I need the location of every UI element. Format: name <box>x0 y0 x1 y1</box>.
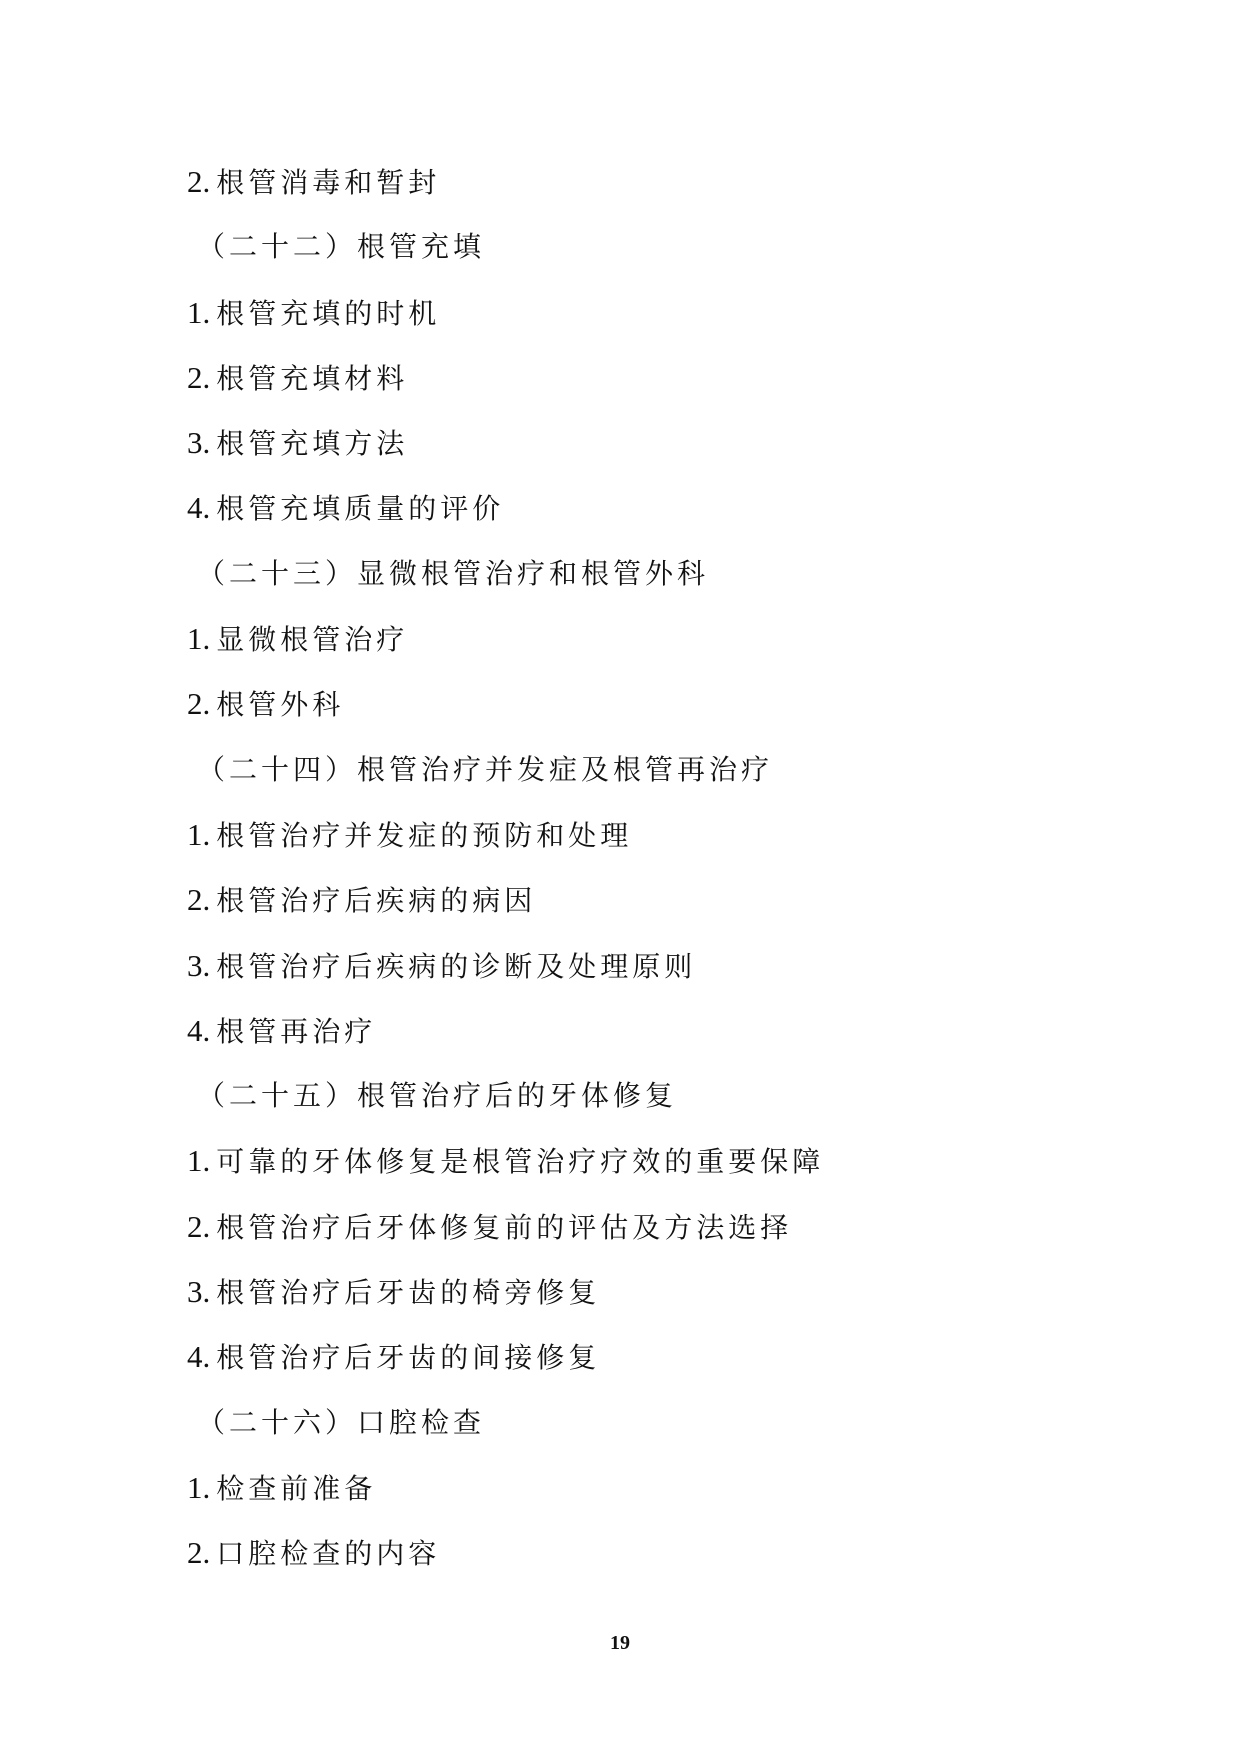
item-text: 显微根管治疗 <box>216 623 409 657</box>
outline-item <box>187 1268 1087 1333</box>
item-number: 1. <box>187 621 211 657</box>
item-text: 根管治疗并发症的预防和处理 <box>216 818 633 852</box>
section-heading <box>187 550 1087 615</box>
item-number: 4. <box>187 490 211 526</box>
item-number: 2. <box>187 1535 211 1571</box>
outline-item <box>187 876 1087 941</box>
item-text: 可靠的牙体修复是根管治疗疗效的重要保障 <box>216 1145 825 1179</box>
outline-item <box>187 1137 1087 1202</box>
outline-item <box>187 942 1087 1007</box>
outline-item <box>187 354 1087 419</box>
item-text: 根管治疗后牙齿的椅旁修复 <box>216 1276 601 1310</box>
item-text: 根管外科 <box>216 688 345 722</box>
item-number: 2. <box>187 686 211 722</box>
outline-item <box>187 1203 1087 1268</box>
item-number: 3. <box>187 1274 211 1310</box>
heading-text: （二十三）显微根管治疗和根管外科 <box>197 556 710 590</box>
heading-text: （二十二）根管充填 <box>197 230 486 264</box>
section-heading <box>187 1399 1087 1464</box>
item-number: 2. <box>187 1208 211 1244</box>
heading-text: （二十四）根管治疗并发症及根管再治疗 <box>197 752 774 786</box>
outline-item <box>187 1333 1087 1398</box>
item-number: 3. <box>187 947 211 983</box>
outline-item <box>187 615 1087 680</box>
section-heading <box>187 1072 1087 1137</box>
item-text: 检查前准备 <box>216 1471 377 1505</box>
item-text: 根管充填方法 <box>216 427 409 461</box>
outline-item <box>187 419 1087 484</box>
item-number: 2. <box>187 882 211 918</box>
section-heading <box>187 746 1087 811</box>
item-number: 1. <box>187 816 211 852</box>
outline-item <box>187 484 1087 549</box>
item-text: 根管治疗后疾病的诊断及处理原则 <box>216 949 697 983</box>
outline-item <box>187 1007 1087 1072</box>
item-text: 根管充填材料 <box>216 361 409 395</box>
heading-text: （二十五）根管治疗后的牙体修复 <box>197 1079 678 1113</box>
item-number: 4. <box>187 1339 211 1375</box>
item-text: 根管充填质量的评价 <box>216 492 505 526</box>
item-text: 根管治疗后疾病的病因 <box>216 884 537 918</box>
item-text: 根管充填的时机 <box>216 296 441 330</box>
item-number: 2. <box>187 359 211 395</box>
item-text: 口腔检查的内容 <box>216 1537 441 1571</box>
outline-content <box>187 158 1087 1595</box>
outline-item <box>187 1464 1087 1529</box>
outline-item <box>187 158 1087 223</box>
outline-item <box>187 680 1087 745</box>
item-number: 2. <box>187 164 211 199</box>
item-text: 根管治疗后牙体修复前的评估及方法选择 <box>216 1210 793 1244</box>
outline-item <box>187 811 1087 876</box>
item-number: 3. <box>187 425 211 461</box>
page-number: 19 <box>610 1632 630 1654</box>
item-number: 1. <box>187 294 211 330</box>
item-text: 根管治疗后牙齿的间接修复 <box>216 1341 601 1375</box>
outline-item <box>187 289 1087 354</box>
outline-item <box>187 1529 1087 1594</box>
item-number: 4. <box>187 1012 211 1048</box>
item-number: 1. <box>187 1143 211 1179</box>
item-text: 根管再治疗 <box>216 1014 377 1048</box>
section-heading <box>187 223 1087 288</box>
item-number: 1. <box>187 1469 211 1505</box>
item-text: 根管消毒和暂封 <box>216 166 441 199</box>
heading-text: （二十六）口腔检查 <box>197 1405 486 1439</box>
